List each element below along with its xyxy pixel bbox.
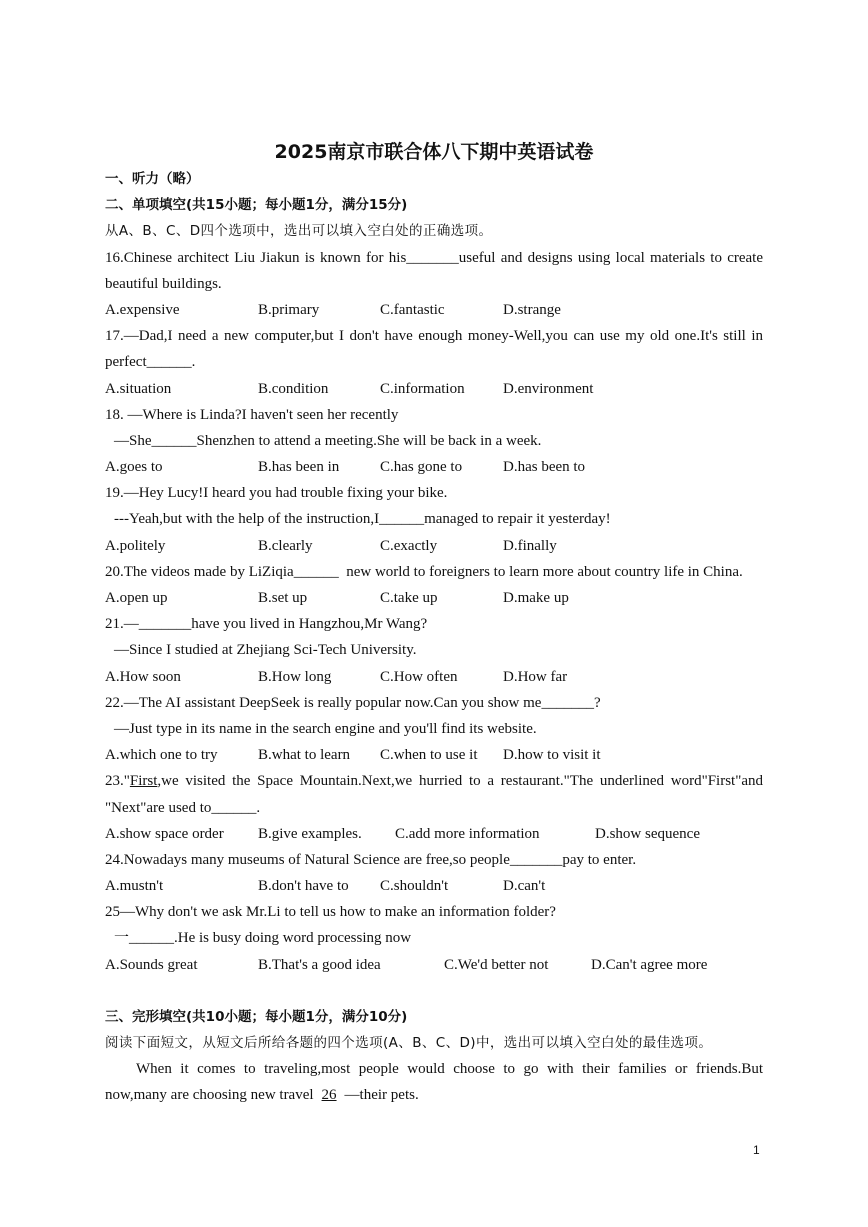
question-16-stem: 16.Chinese architect Liu Jiakun is known for his_______useful and designs using local materials to create [105,249,763,266]
option-a: A.goes to [105,459,163,476]
option-a: A.How soon [105,668,181,685]
question-23-stem-cont: "Next"are used to______. [105,799,261,816]
option-a: A.Sounds great [105,956,198,973]
question-23-prefix: 23." [105,773,130,790]
option-d: D.make up [503,590,569,606]
option-d: D.strange [503,301,561,318]
question-23-options [105,821,763,847]
question-21-answer-line: —Since I studied at Zhejiang Sci-Tech University. [114,642,417,659]
option-a: A.expensive [105,301,180,318]
question-19-stem: 19.—Hey Lucy!I heard you had trouble fixing your bike. [105,485,448,502]
section-3-instruction: 阅读下面短文，从短文后所给各题的四个选项(A、B、C、D)中，选出可以填入空白处的最佳选项。 [105,1035,713,1051]
question-17-options [105,376,763,402]
option-c: C.take up [380,590,438,606]
question-20-options [105,585,763,611]
question-16-stem-cont: beautiful buildings. [105,275,222,292]
question-25-answer-line: 一______.He is busy doing word processing now [114,930,412,947]
question-24-options [105,873,763,899]
option-b: B.That's a good idea [258,956,381,973]
question-22-answer-line: —Just type in its name in the search engine and you'll find its website. [114,720,537,737]
passage-text: now,many are choosing new travel [105,1087,314,1104]
option-c: C.shouldn't [380,878,449,895]
option-d: D.finally [503,537,557,554]
exam-content [105,166,763,1109]
question-17-stem: 17.—Dad,I need a new computer,but I don't have enough money-Well,you can use my old one.It's still in [105,328,763,345]
option-c: C.We'd better not [444,956,549,973]
option-d: D.has been to [503,459,586,476]
option-d: D.can't [503,878,546,895]
option-b: B.How long [258,668,332,685]
option-b: B.don't have to [258,878,349,895]
passage-line-1: When it comes to traveling,most people would choose to go with their families or friends.But [136,1061,763,1078]
option-a: A.politely [105,537,166,554]
question-16-options [105,297,763,323]
question-25-stem: 25—Why don't we ask Mr.Li to tell us how to make an information folder? [105,904,556,921]
option-a: A.which one to try [105,747,218,764]
section-spacer [105,978,763,1004]
option-b: B.what to learn [258,747,351,764]
blank-26: 26 [321,1087,337,1104]
option-d: D.show sequence [595,825,700,842]
option-c: C.when to use it [380,747,478,764]
question-20-stem: 20.The videos made by LiZiqia______ new world to foreigners to learn more about country life in China. [105,563,743,580]
section-3-heading: 三、完形填空(共10小题；每小题1分，满分10分) [105,1008,408,1025]
option-d: D.Can't agree more [591,956,708,973]
option-a: A.mustn't [105,878,164,895]
question-19-answer-line: ---Yeah,but with the help of the instruction,I______managed to repair it yesterday! [114,511,611,528]
option-a: A.situation [105,380,172,397]
option-c: C.add more information [395,825,540,842]
option-c: C.exactly [380,537,438,554]
option-b: B.has been in [258,459,340,476]
question-17-stem-cont: perfect______. [105,354,196,371]
page-number: 1 [753,1143,760,1157]
question-18-answer-line: —She______Shenzhen to attend a meeting.She will be back in a week. [114,432,542,449]
question-22-options [105,742,763,768]
option-d: D.how to visit it [503,747,601,764]
option-a: A.open up [105,590,168,606]
question-22-stem: 22.—The AI assistant DeepSeek is really popular now.Can you show me_______? [105,694,601,711]
option-c: C.information [380,380,465,397]
question-18-stem: 18. —Where is Linda?I haven't seen her recently [105,406,399,423]
option-b: B.condition [258,380,329,397]
passage-text-end: —their pets. [344,1087,419,1104]
option-b: B.give examples. [258,825,362,842]
section-2-heading: 二、单项填空(共15小题；每小题1分，满分15分) [105,197,408,214]
underlined-word: First [129,773,158,790]
question-21-options [105,664,763,690]
question-19-options [105,533,763,559]
question-24-stem: 24.Nowadays many museums of Natural Science are free,so people_______pay to enter. [105,851,637,868]
option-c: C.has gone to [380,459,463,476]
section-1-heading: 一、听力（略） [105,171,200,187]
question-21-stem: 21.—_______have you lived in Hangzhou,Mr Wang? [105,616,428,633]
option-b: B.set up [258,590,308,606]
option-b: B.clearly [258,537,313,554]
option-d: D.environment [503,380,594,397]
passage-line-2 [105,1082,763,1108]
option-d: D.How far [503,668,568,685]
option-a: A.show space order [105,825,224,842]
section-2-instruction: 从A、B、C、D四个选项中，选出可以填入空白处的正确选项。 [105,223,493,240]
question-18-options [105,454,763,480]
option-c: C.How often [380,668,458,685]
page-title: 2025南京市联合体八下期中英语试卷 [274,141,594,163]
question-25-options [105,952,763,978]
question-23-rest: ,we visited the Space Mountain.Next,we hurried to a restaurant."The underlined word"First"and [157,773,763,790]
question-23-stem [105,768,763,794]
option-c: C.fantastic [380,301,445,318]
option-b: B.primary [258,301,320,318]
